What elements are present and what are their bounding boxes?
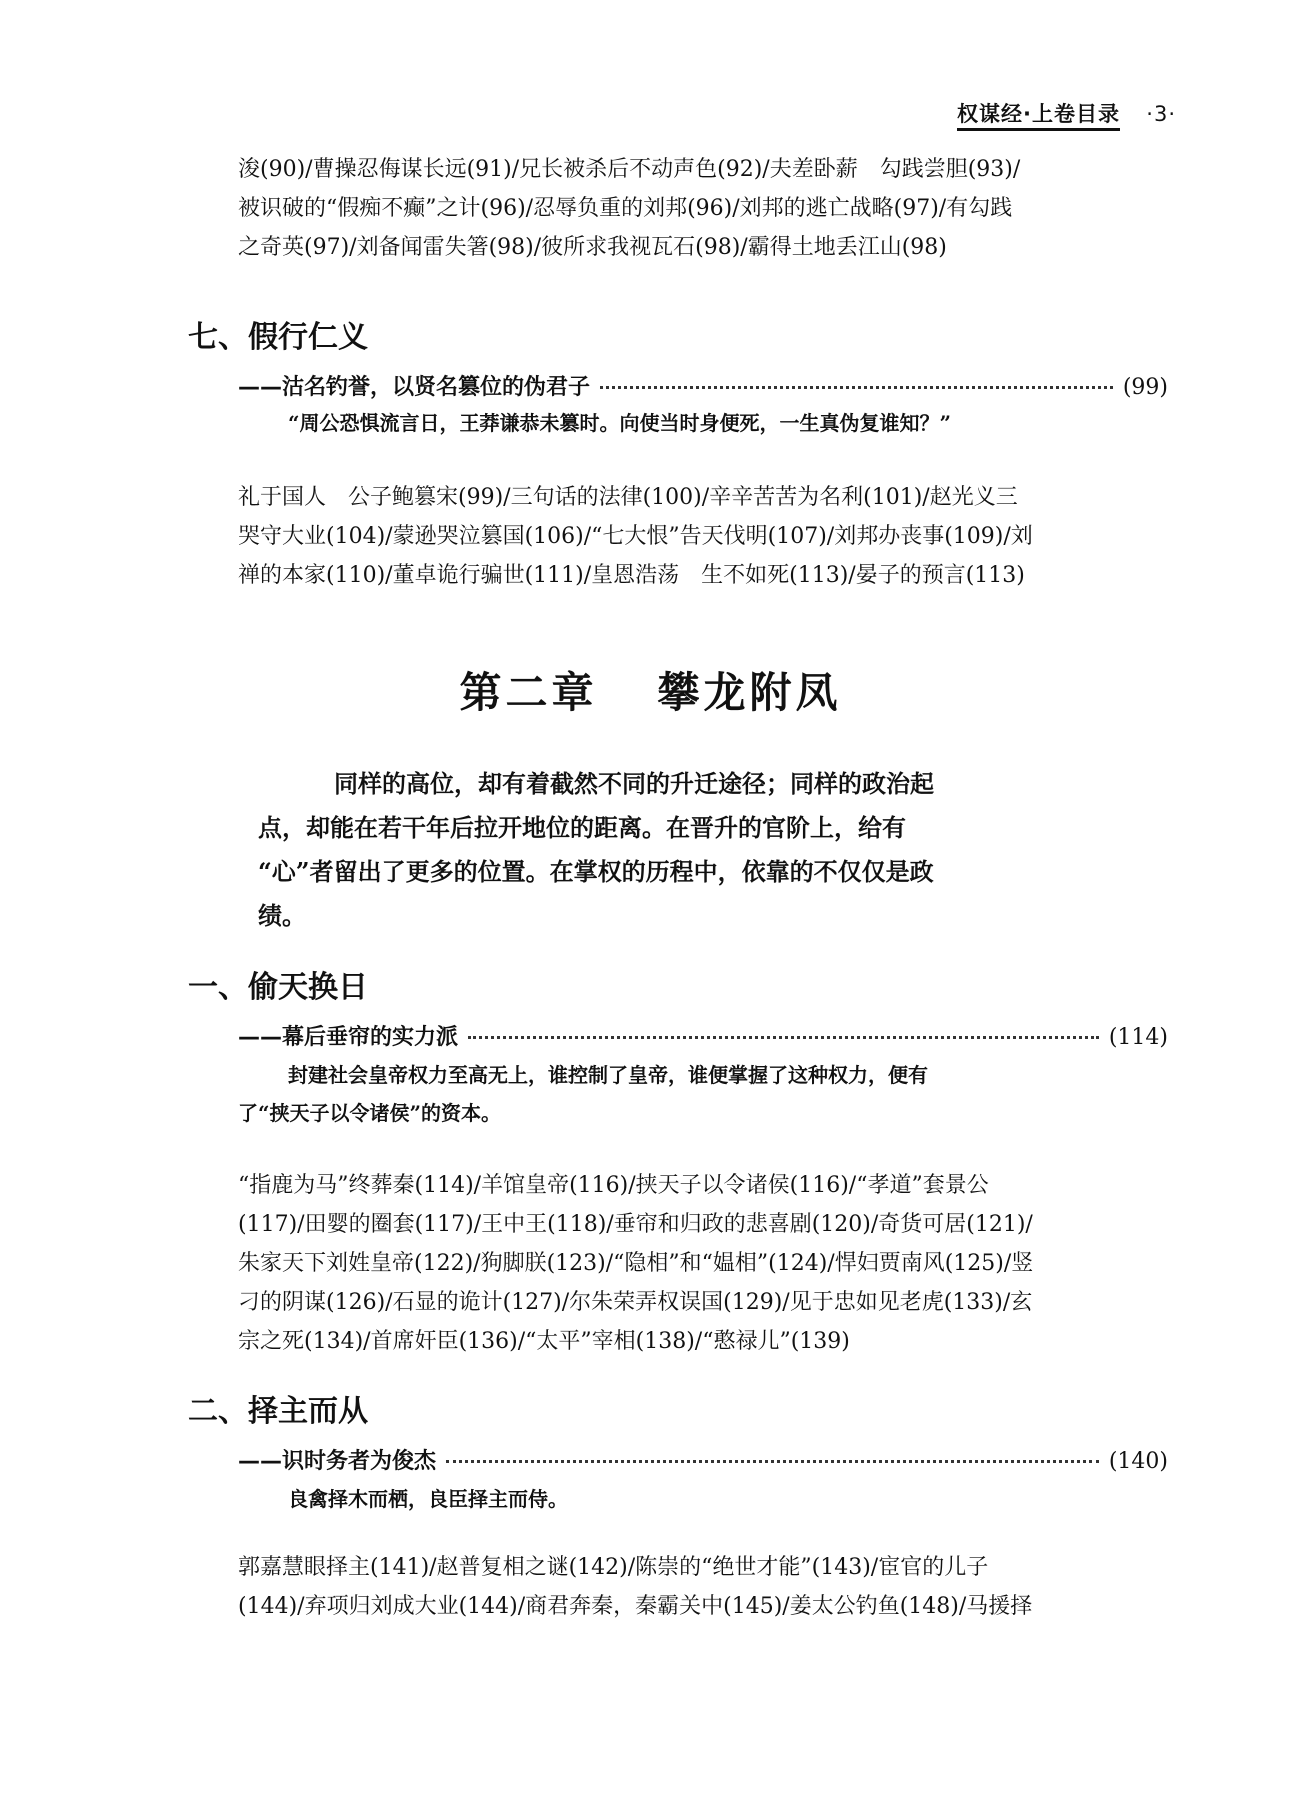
chapter-name: 攀龙附凤 [657,668,842,717]
entry-line: 礼于国人 公子鲍篡宋(99)/三句话的法律(100)/辛辛苦苦为名利(101)/赵光义三 [238,485,1018,510]
entry-line: (117)/田婴的圈套(117)/王中王(118)/垂帘和归政的悲喜剧(120)/奇货可居(121)/ [238,1212,1033,1237]
section-title: 二、择主而从 [188,1394,368,1429]
toc-entry[interactable] [238,1444,1168,1475]
running-title: 权谋经·上卷目录 [957,102,1120,131]
entry-list [238,478,1178,595]
entry-line: 朱家天下刘姓皇帝(122)/狗脚朕(123)/“隐相”和“媪相”(124)/悍妇贾南风(125)/竖 [238,1251,1034,1276]
page-ref: (114) [1108,1025,1168,1050]
dot-leader [600,386,1113,389]
entry-line: 被识破的“假痴不癫”之计(96)/忍辱负重的刘邦(96)/刘邦的逃亡战略(97)/有勾践 [238,196,1013,221]
section-subtitle: ——识时务者为俊杰 [238,1449,437,1474]
intro-line: “心”者留出了更多的位置。在掌权的历程中，依靠的不仅仅是政 [258,857,934,886]
entry-line: 浚(90)/曹操忍侮谋长远(91)/兄长被杀后不动声色(92)/夫差卧薪 勾践尝胆(93)/ [238,157,1021,182]
chapter-intro [258,762,1098,938]
quote-line: 封建社会皇帝权力至高无上，谁控制了皇帝，谁便掌握了这种权力，便有 [288,1063,928,1087]
entry-line: “指鹿为马”终葬秦(114)/羊馆皇帝(116)/挟天子以令诸侯(116)/“孝道”套景公 [238,1173,989,1198]
toc-entry[interactable] [238,1020,1168,1051]
section-quote [238,1056,928,1132]
section-subtitle: ——幕后垂帘的实力派 [238,1025,459,1050]
dot-leader [468,1036,1099,1039]
entry-line: 宗之死(134)/首席奸臣(136)/“太平”宰相(138)/“憨禄儿”(139) [238,1329,850,1354]
quote-line: 了“挟天子以令诸侯”的资本。 [238,1101,502,1125]
section-subtitle: ——沽名钓誉，以贤名篡位的伪君子 [238,375,591,400]
intro-line: 绩。 [258,901,306,930]
section-quote [288,404,951,442]
intro-line: 点，却能在若干年后拉开地位的距离。在晋升的官阶上，给有 [258,813,906,842]
quote-line: 良禽择木而栖，良臣择主而侍。 [288,1487,568,1511]
entry-line: (144)/弃项归刘成大业(144)/商君奔秦，秦霸关中(145)/姜太公钓鱼(148)/马援择 [238,1594,1033,1619]
entry-line: 禅的本家(110)/董卓诡行骗世(111)/皇恩浩荡 生不如死(113)/晏子的预言(113) [238,563,1025,588]
entry-line: 刁的阴谋(126)/石显的诡计(127)/尔朱荣弄权误国(129)/见于忠如见老虎(133)/玄 [238,1290,1033,1315]
section-quote [288,1480,568,1518]
page-header [957,98,1176,128]
intro-line: 同样的高位，却有着截然不同的升迁途径；同样的政治起 [334,769,934,798]
entry-line: 郭嘉慧眼择主(141)/赵普复相之谜(142)/陈崇的“绝世才能”(143)/宦官的儿子 [238,1555,989,1580]
quote-line: “周公恐惧流言日，王莽谦恭未篡时。向使当时身便死，一生真伪复谁知？” [288,411,952,435]
section-title: 一、偷天换日 [188,970,368,1005]
toc-entry[interactable] [238,370,1168,401]
entry-list [238,1548,1178,1626]
entry-list [238,1166,1178,1361]
dot-leader [446,1460,1099,1463]
entry-line: 哭守大业(104)/蒙逊哭泣篡国(106)/“七大恨”告天伐明(107)/刘邦办丧事(109)/刘 [238,524,1033,549]
continued-entry-list [238,150,1178,267]
chapter-number: 第二章 [459,668,598,717]
page-ref: (140) [1108,1449,1168,1474]
chapter-title [0,660,1301,720]
entry-line: 之奇英(97)/刘备闻雷失箸(98)/彼所求我视瓦石(98)/霸得土地丢江山(98) [238,235,947,260]
section-title: 七、假行仁义 [188,320,368,355]
page-ref: (99) [1122,375,1168,400]
page-number: ·3· [1146,102,1176,126]
